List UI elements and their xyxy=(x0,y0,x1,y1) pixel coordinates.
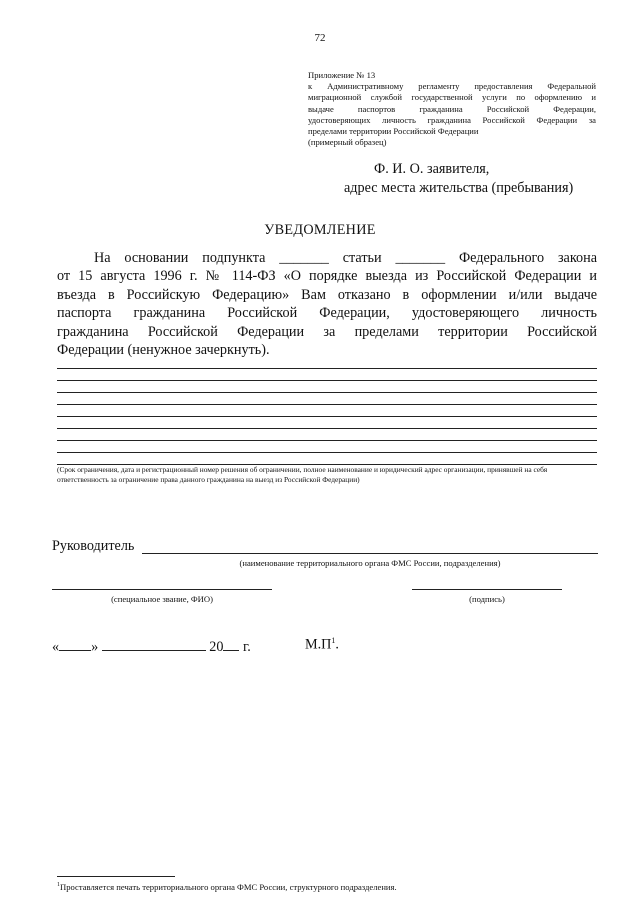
notice-body-line: от 15 августа 1996 г. № 114-ФЗ «О порядке выезда из Российской Федерации и xyxy=(57,268,597,285)
fill-in-line xyxy=(57,428,597,429)
notice-title: УВЕДОМЛЕНИЕ xyxy=(264,222,376,238)
date-close-quote: » xyxy=(91,639,99,655)
signature-caption: (подпись) xyxy=(469,594,505,604)
fill-in-line xyxy=(57,440,597,441)
footnote-text: Проставляется печать территориального органа ФМС России, структурного подразделения. xyxy=(60,882,397,892)
applicant-name-label: Ф. И. О. заявителя, xyxy=(374,161,490,177)
stamp-footnote-mark: 1 xyxy=(331,636,336,645)
notice-body-line: паспорта гражданина Российской Федерации, удостоверяющего личность xyxy=(57,305,597,322)
fill-in-line xyxy=(57,392,597,393)
head-name-field[interactable] xyxy=(142,553,598,554)
restriction-note: (Срок ограничения, дата и регистрационный номер решения об ограничении, полное наименование и юридический адрес организации, принявшей на себя ответственность за ограничение права данного гражданина на выезд из Российской Федерации) xyxy=(57,465,548,484)
appendix-line: (примерный образец) xyxy=(308,137,387,148)
fill-in-line xyxy=(57,452,597,453)
fill-in-line xyxy=(57,404,597,405)
footnote xyxy=(57,882,397,892)
stamp-period: . xyxy=(335,636,339,653)
year-field[interactable] xyxy=(223,636,239,651)
rank-name-field[interactable] xyxy=(52,589,272,590)
appendix-header xyxy=(308,70,596,148)
notice-body-line: гражданина Российской Федерации за пределами территории Российской xyxy=(57,323,597,340)
addressee-block xyxy=(344,160,573,198)
appendix-line: Приложение № 13 xyxy=(308,70,376,80)
footnote-mark: 1 xyxy=(57,882,60,889)
notice-body xyxy=(57,249,597,359)
appendix-line: выдаче паспортов гражданина Российской Федерации, xyxy=(308,103,596,114)
year-suffix: г. xyxy=(243,639,251,655)
stamp-place xyxy=(305,636,339,654)
notice-body-line: Федерации (ненужное зачеркнуть). xyxy=(57,342,270,359)
head-caption: (наименование территориального органа ФМС России, подразделения) xyxy=(239,558,501,568)
year-prefix: 20 xyxy=(209,639,224,655)
applicant-address-label: адрес места жительства (пребывания) xyxy=(344,180,574,196)
footnote-divider xyxy=(57,876,175,877)
signature-field[interactable] xyxy=(412,589,562,590)
stamp-label: М.П xyxy=(305,636,332,653)
fill-in-line xyxy=(57,416,597,417)
date-open-quote: « xyxy=(52,639,60,655)
month-field[interactable] xyxy=(102,636,206,651)
fill-in-line xyxy=(57,368,597,369)
fill-in-line xyxy=(57,380,597,381)
page-number: 72 xyxy=(314,32,326,44)
day-field[interactable] xyxy=(59,636,91,651)
appendix-line: к Административному регламенту предоставления Федеральной xyxy=(308,81,596,92)
notice-body-line: въезда в Российскую Федерацию» Вам отказано в оформлении и/или выдаче xyxy=(57,286,597,303)
appendix-line: удостоверяющих личность гражданина Российской Федерации за xyxy=(308,114,596,125)
appendix-line: миграционной службой государственной услуги по оформлению и xyxy=(308,92,596,103)
date-row xyxy=(52,636,251,656)
appendix-line: пределами территории Российской Федерации xyxy=(308,126,479,137)
head-label: Руководитель xyxy=(52,538,135,554)
notice-body-line: На основании подпункта _______ статьи _______ Федерального закона xyxy=(94,250,597,266)
rank-caption: (специальное звание, ФИО) xyxy=(111,594,213,604)
